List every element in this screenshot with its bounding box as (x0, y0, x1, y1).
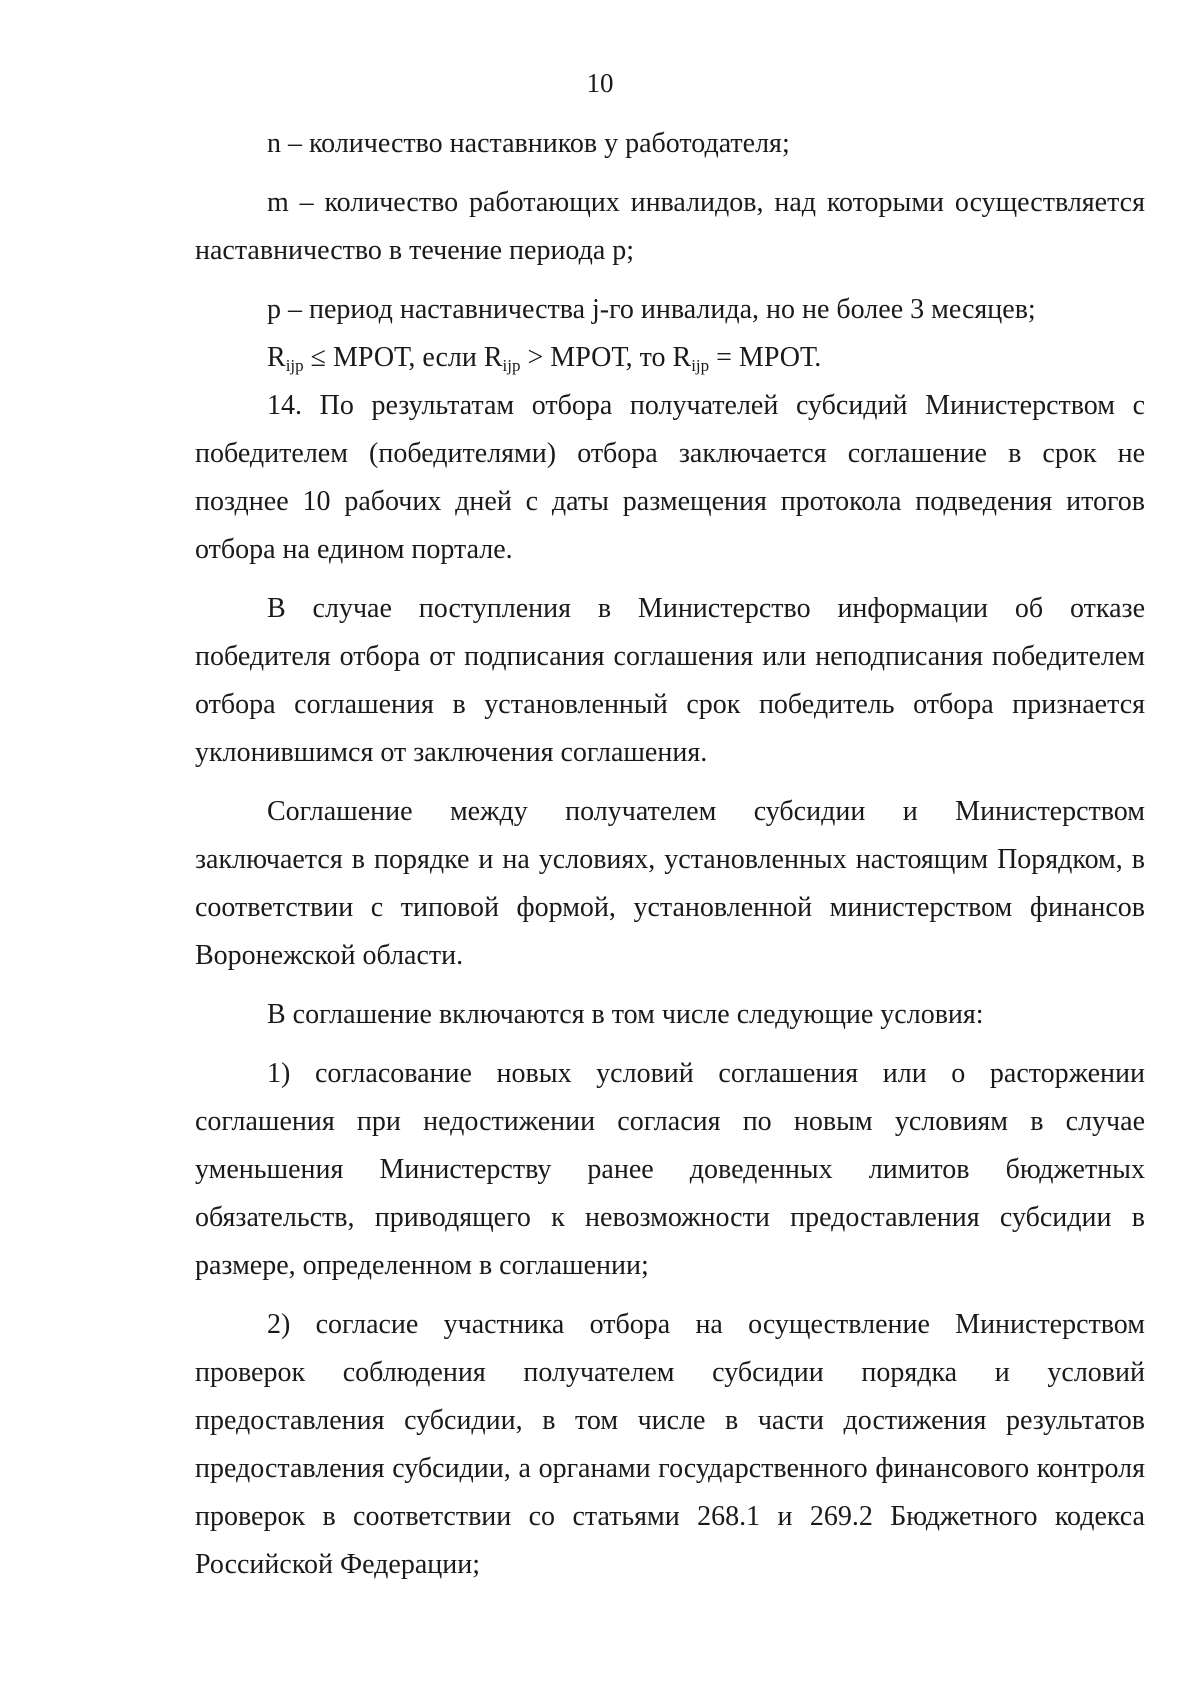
definition-m: m – количество работающих инвалидов, над которыми осуществляется наставничество в течение периода p; (195, 187, 1145, 266)
formula-r: R (267, 342, 286, 373)
document-body (195, 120, 1145, 1589)
formula-r: R (483, 342, 503, 373)
formula-r: R (672, 342, 692, 373)
definition-p: p – период наставничества j-го инвалида, но не более 3 месяцев; (267, 294, 1036, 325)
paragraph-agreement: Соглашение между получателем субсидии и Министерством заключается в порядке и на условиях, установленных настоящим Порядком, в соответствии с типовой формой, установленной министерством финансов Воронежской области. (195, 796, 1145, 971)
paragraph-refusal: В случае поступления в Министерство информации об отказе победителя отбора от подписания соглашения или неподписания победителем отбора соглашения в установленный срок победитель отбора признается уклонившимся от заключения соглашения. (195, 593, 1145, 768)
paragraph-14: 14. По результатам отбора получателей субсидий Министерством с победителем (победителями) отбора заключается соглашение в срок не позднее 10 рабочих дней с даты размещения протокола подведения итогов отбора на едином портале. (195, 390, 1145, 565)
formula-subscript: ijp (502, 356, 521, 375)
formula-part-2: > МРОТ, то (520, 342, 673, 373)
formula-line (195, 334, 1145, 382)
formula-part-1: ≤ МРОТ, если (303, 342, 484, 373)
formula-part-3: = МРОТ. (709, 342, 822, 373)
formula-subscript: ijp (691, 356, 710, 375)
paragraph-conditions-intro: В соглашение включаются в том числе следующие условия: (267, 999, 984, 1030)
page-number: 10 (586, 68, 614, 98)
paragraph-condition-2: 2) согласие участника отбора на осуществление Министерством проверок соблюдения получателем субсидии порядка и условий предоставления субсидии, в том числе в части достижения результатов предоставления субсидии, а органами государственного финансового контроля проверок в соответствии со статьями 268.1 и 269.2 Бюджетного кодекса Российской Федерации; (195, 1309, 1145, 1580)
paragraph-condition-1: 1) согласование новых условий соглашения или о расторжении соглашения при недостижении согласия по новым условиям в случае уменьшения Министерству ранее доведенных лимитов бюджетных обязательств, приводящего к невозможности предоставления субсидии в размере, определенном в соглашении; (195, 1058, 1145, 1281)
formula-subscript: ijp (285, 356, 304, 375)
definition-n: n – количество наставников у работодателя; (267, 128, 790, 159)
